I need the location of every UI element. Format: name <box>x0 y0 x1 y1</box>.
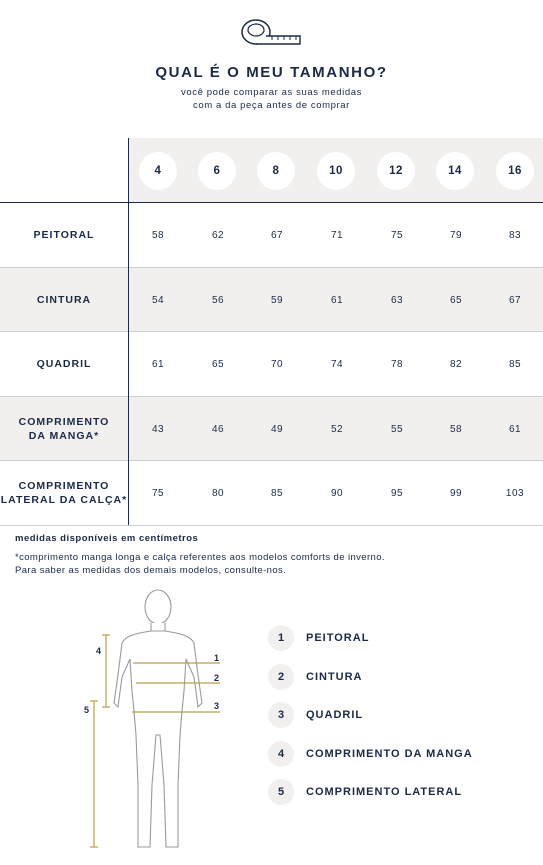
table-cell: 70 <box>270 358 284 370</box>
footnote <box>15 551 385 577</box>
table-cell: 43 <box>151 423 165 435</box>
legend-item <box>268 664 363 690</box>
legend-item <box>268 702 363 728</box>
divider <box>0 525 543 526</box>
table-row-comprimento-lateral <box>0 461 543 525</box>
size-4: 4 <box>139 152 177 190</box>
legend-label: CINTURA <box>306 671 363 683</box>
table-cell: 54 <box>151 294 165 306</box>
table-cell: 62 <box>211 229 225 241</box>
size-6: 6 <box>198 152 236 190</box>
measuring-tape-icon <box>240 16 304 52</box>
table-cell: 74 <box>330 358 344 370</box>
subtitle-line-1: você pode comparar as suas medidas <box>181 87 362 98</box>
table-row-comprimento-manga <box>0 397 543 461</box>
subtitle-line-2: com a da peça antes de comprar <box>193 100 350 111</box>
table-cell: 65 <box>449 294 463 306</box>
table-cell: 83 <box>508 229 522 241</box>
table-row-quadril <box>0 332 543 396</box>
page-title: QUAL É O MEU TAMANHO? <box>155 64 388 81</box>
divider <box>0 267 543 268</box>
body-measurement-figure <box>80 585 240 860</box>
row-label: CINTURA <box>36 294 92 306</box>
table-cell: 58 <box>449 423 463 435</box>
table-cell: 55 <box>390 423 404 435</box>
table-cell: 80 <box>211 487 225 499</box>
table-cell: 46 <box>211 423 225 435</box>
divider <box>0 460 543 461</box>
size-header-row <box>129 138 543 202</box>
legend-label: QUADRIL <box>306 709 364 721</box>
table-cell: 63 <box>390 294 404 306</box>
marker-2: 2 <box>214 673 220 683</box>
table-cell: 56 <box>211 294 225 306</box>
legend-number: 2 <box>268 664 294 690</box>
table-cell: 85 <box>270 487 284 499</box>
units-note: medidas disponíveis em centímetros <box>15 533 199 544</box>
legend-label: PEITORAL <box>306 632 370 644</box>
row-label: PEITORAL <box>33 229 95 241</box>
row-label: COMPRIMENTO DA MANGA* <box>18 416 110 442</box>
legend-number: 4 <box>268 741 294 767</box>
marker-5: 5 <box>84 705 90 715</box>
size-14: 14 <box>436 152 474 190</box>
legend-item <box>268 625 369 651</box>
divider <box>0 396 543 397</box>
legend-label: COMPRIMENTO DA MANGA <box>306 748 473 760</box>
table-cell: 67 <box>508 294 522 306</box>
row-label: QUADRIL <box>36 358 92 370</box>
table-cell: 59 <box>270 294 284 306</box>
legend-number: 1 <box>268 625 294 651</box>
table-cell: 61 <box>508 423 522 435</box>
table-cell: 75 <box>151 487 165 499</box>
legend-number: 5 <box>268 779 294 805</box>
table-cell: 71 <box>330 229 344 241</box>
marker-4: 4 <box>96 646 102 656</box>
table-cell: 58 <box>151 229 165 241</box>
table-cell: 79 <box>449 229 463 241</box>
marker-3: 3 <box>214 701 220 711</box>
table-cell: 65 <box>211 358 225 370</box>
legend-item <box>268 741 473 767</box>
table-cell: 103 <box>505 487 525 499</box>
divider <box>0 331 543 332</box>
table-cell: 82 <box>449 358 463 370</box>
table-cell: 85 <box>508 358 522 370</box>
table-cell: 67 <box>270 229 284 241</box>
size-16: 16 <box>496 152 534 190</box>
table-cell: 61 <box>151 358 165 370</box>
table-vertical-divider <box>128 138 129 525</box>
table-row-cintura <box>0 268 543 332</box>
table-cell: 49 <box>270 423 284 435</box>
row-label: COMPRIMENTO LATERAL DA CALÇA* <box>0 480 128 506</box>
footnote-line-2: Para saber as medidas dos demais modelos, consulte-nos. <box>15 565 287 576</box>
table-cell: 78 <box>390 358 404 370</box>
table-cell: 90 <box>330 487 344 499</box>
table-cell: 75 <box>390 229 404 241</box>
page-subtitle <box>0 86 543 112</box>
footnote-line-1: *comprimento manga longa e calça referentes aos modelos comforts de inverno. <box>15 552 385 563</box>
table-cell: 61 <box>330 294 344 306</box>
size-12: 12 <box>377 152 415 190</box>
table-cell: 95 <box>390 487 404 499</box>
table-cell: 99 <box>449 487 463 499</box>
marker-1: 1 <box>214 653 220 663</box>
table-row-peitoral <box>0 203 543 267</box>
legend-item <box>268 779 462 805</box>
table-cell: 52 <box>330 423 344 435</box>
legend-label: COMPRIMENTO LATERAL <box>306 786 463 798</box>
size-8: 8 <box>257 152 295 190</box>
divider <box>0 202 543 203</box>
legend-number: 3 <box>268 702 294 728</box>
size-10: 10 <box>317 152 355 190</box>
